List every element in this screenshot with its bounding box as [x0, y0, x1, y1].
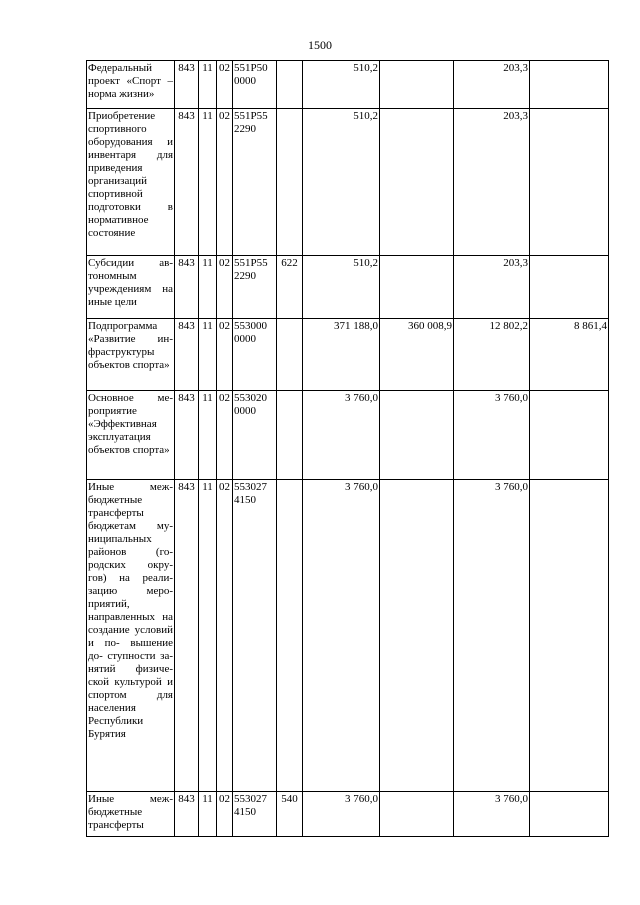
section-code: 11	[199, 391, 217, 480]
section-code: 11	[199, 319, 217, 391]
section-code: 11	[199, 109, 217, 256]
section-code: 11	[199, 792, 217, 837]
amount-col4	[530, 109, 609, 256]
amount-col2	[380, 61, 454, 109]
amount-col2	[380, 792, 454, 837]
expense-type-code	[277, 480, 303, 792]
subsection-code: 02	[217, 61, 233, 109]
section-code: 11	[199, 61, 217, 109]
row-name: Приобретение спортивного оборудования и инвентаря для приведения организаций спортивной подготовки в нормативное состояние	[87, 109, 175, 256]
section-code: 11	[199, 256, 217, 319]
amount-col3: 3 760,0	[454, 792, 530, 837]
target-article-code: 551P55 2290	[233, 109, 277, 256]
subsection-code: 02	[217, 391, 233, 480]
amount-col4	[530, 792, 609, 837]
expense-type-code: 622	[277, 256, 303, 319]
amount-col2	[380, 391, 454, 480]
page-number: 1500	[308, 38, 332, 52]
amount-col3: 203,3	[454, 256, 530, 319]
grbs-code: 843	[175, 319, 199, 391]
section-code: 11	[199, 480, 217, 792]
target-article-code: 553027 4150	[233, 792, 277, 837]
table-row	[87, 256, 609, 319]
amount-col3: 203,3	[454, 61, 530, 109]
amount-total: 3 760,0	[303, 792, 380, 837]
expense-type-code	[277, 61, 303, 109]
subsection-code: 02	[217, 480, 233, 792]
amount-total: 510,2	[303, 61, 380, 109]
subsection-code: 02	[217, 256, 233, 319]
target-article-code: 553027 4150	[233, 480, 277, 792]
subsection-code: 02	[217, 319, 233, 391]
amount-col4	[530, 480, 609, 792]
target-article-code: 553000 0000	[233, 319, 277, 391]
amount-col4	[530, 256, 609, 319]
row-name: Иные меж- бюджетные трансферты бюджетам му- ниципальных районов (го- родских окру- гов) на реали- зацию меро- приятий, направленных на создание условий и по- вышение до- ступности за- нятий физиче- ской культурой и спортом для населения Республики Бурятия	[87, 480, 175, 792]
table-row	[87, 391, 609, 480]
row-name: Иные меж- бюджетные трансферты	[87, 792, 175, 837]
amount-col3: 3 760,0	[454, 480, 530, 792]
amount-col4	[530, 61, 609, 109]
row-name: Субсидии ав- тономным учреждениям на иные цели	[87, 256, 175, 319]
table-row	[87, 792, 609, 837]
grbs-code: 843	[175, 256, 199, 319]
amount-col3: 3 760,0	[454, 391, 530, 480]
amount-total: 371 188,0	[303, 319, 380, 391]
table-row	[87, 480, 609, 792]
amount-total: 510,2	[303, 256, 380, 319]
amount-col2	[380, 480, 454, 792]
subsection-code: 02	[217, 109, 233, 256]
amount-col4	[530, 391, 609, 480]
row-name: Подпрограмма «Развитие ин- фраструктуры объектов спорта»	[87, 319, 175, 391]
target-article-code: 553020 0000	[233, 391, 277, 480]
table-row	[87, 61, 609, 109]
amount-col3: 203,3	[454, 109, 530, 256]
grbs-code: 843	[175, 480, 199, 792]
target-article-code: 551P55 2290	[233, 256, 277, 319]
expense-type-code	[277, 109, 303, 256]
amount-col2	[380, 109, 454, 256]
amount-col2: 360 008,9	[380, 319, 454, 391]
amount-total: 3 760,0	[303, 480, 380, 792]
amount-col3: 12 802,2	[454, 319, 530, 391]
table-row	[87, 109, 609, 256]
amount-total: 3 760,0	[303, 391, 380, 480]
amount-total: 510,2	[303, 109, 380, 256]
grbs-code: 843	[175, 391, 199, 480]
grbs-code: 843	[175, 61, 199, 109]
expense-type-code	[277, 391, 303, 480]
subsection-code: 02	[217, 792, 233, 837]
row-name: Федеральный проект «Спорт – норма жизни»	[87, 61, 175, 109]
row-name: Основное ме- роприятие «Эффективная эксплуатация объектов спорта»	[87, 391, 175, 480]
budget-table	[86, 60, 609, 837]
grbs-code: 843	[175, 109, 199, 256]
table-row	[87, 319, 609, 391]
expense-type-code: 540	[277, 792, 303, 837]
amount-col2	[380, 256, 454, 319]
amount-col4: 8 861,4	[530, 319, 609, 391]
expense-type-code	[277, 319, 303, 391]
grbs-code: 843	[175, 792, 199, 837]
target-article-code: 551P50 0000	[233, 61, 277, 109]
